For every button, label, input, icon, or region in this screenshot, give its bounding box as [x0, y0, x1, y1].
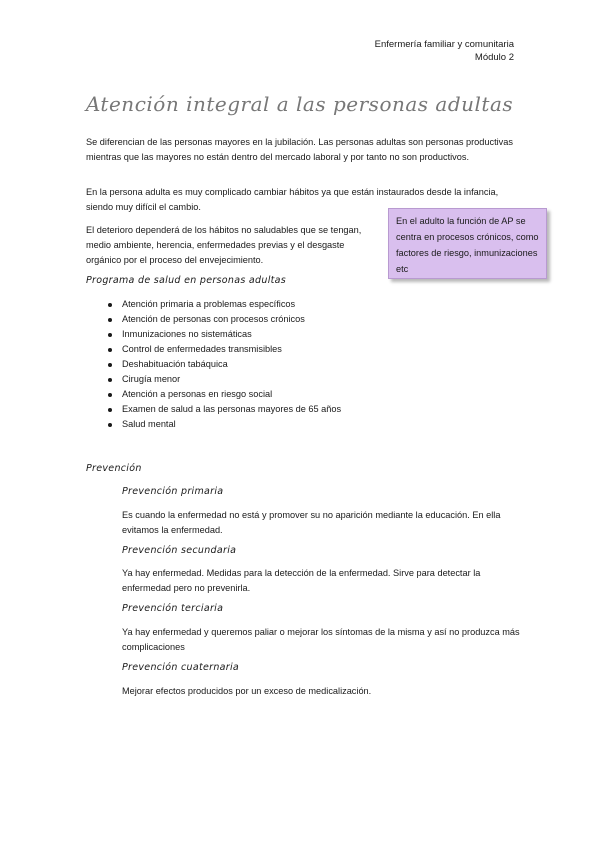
secondary-prevention-text: Ya hay enfermedad. Medidas para la detección de la enfermedad. Sirve para detectar la enfermedad pero no prevenirla. [122, 568, 481, 593]
list-item-text: Atención a personas en riesgo social [122, 389, 273, 399]
list-item-text: Atención primaria a problemas específicos [122, 299, 296, 309]
page-header [375, 38, 514, 64]
list-item [108, 312, 341, 327]
bullet-icon [108, 303, 112, 307]
subject-name: Enfermería familiar y comunitaria [374, 39, 514, 50]
primary-prevention-text: Es cuando la enfermedad no está y promover su no aparición mediante la educación. En ella evitamos la enfermedad. [122, 510, 501, 535]
module-label: Módulo 2 [474, 52, 514, 63]
list-item-text: Inmunizaciones no sistemáticas [122, 329, 252, 339]
bullet-icon [108, 393, 112, 397]
secondary-prevention-heading: Prevención secundaria [122, 545, 237, 556]
list-item [108, 342, 341, 357]
program-list [108, 297, 341, 432]
bullet-icon [108, 408, 112, 412]
list-item-text: Cirugía menor [122, 374, 181, 384]
quaternary-prevention-text: Mejorar efectos producidos por un exceso de medicalización. [122, 686, 372, 696]
bullet-icon [108, 363, 112, 367]
list-item-text: Atención de personas con procesos crónicos [122, 314, 305, 324]
bullet-icon [108, 348, 112, 352]
list-item [108, 297, 341, 312]
bullet-icon [108, 423, 112, 427]
program-heading: Programa de salud en personas adultas [86, 275, 287, 286]
list-item-text: Control de enfermedades transmisibles [122, 344, 282, 354]
list-item [108, 372, 341, 387]
deterioration-paragraph: El deterioro dependerá de los hábitos no saludables que se tengan, medio ambiente, herencia, enfermedades previas y el desgaste orgánico por el proceso del envejecimiento. [86, 225, 362, 265]
list-item [108, 357, 341, 372]
prevention-heading: Prevención [86, 463, 142, 474]
tertiary-prevention-heading: Prevención terciaria [122, 603, 224, 614]
list-item [108, 387, 341, 402]
list-item [108, 402, 341, 417]
list-item [108, 417, 341, 432]
list-item-text: Examen de salud a las personas mayores de 65 años [122, 404, 342, 414]
page-title: Atención integral a las personas adultas [85, 92, 514, 116]
habits-paragraph: En la persona adulta es muy complicado cambiar hábitos ya que están instaurados desde la infancia, siendo muy difícil el cambio. [86, 187, 499, 212]
primary-prevention-heading: Prevención primaria [122, 486, 224, 497]
quaternary-prevention-heading: Prevención cuaternaria [122, 662, 240, 673]
callout-note: En el adulto la función de AP se centra en procesos crónicos, como factores de riesgo, inmunizaciones etc [388, 208, 547, 279]
tertiary-prevention-text: Ya hay enfermedad y queremos paliar o mejorar los síntomas de la misma y así no produzca más complicaciones [122, 627, 520, 652]
intro-paragraph: Se diferencian de las personas mayores en la jubilación. Las personas adultas son personas productivas mientras que las mayores no están dentro del mercado laboral y por tanto no son productivos. [86, 137, 513, 162]
list-item-text: Salud mental [122, 419, 176, 429]
bullet-icon [108, 333, 112, 337]
list-item-text: Deshabituación tabáquica [122, 359, 228, 369]
bullet-icon [108, 318, 112, 322]
list-item [108, 327, 341, 342]
bullet-icon [108, 378, 112, 382]
